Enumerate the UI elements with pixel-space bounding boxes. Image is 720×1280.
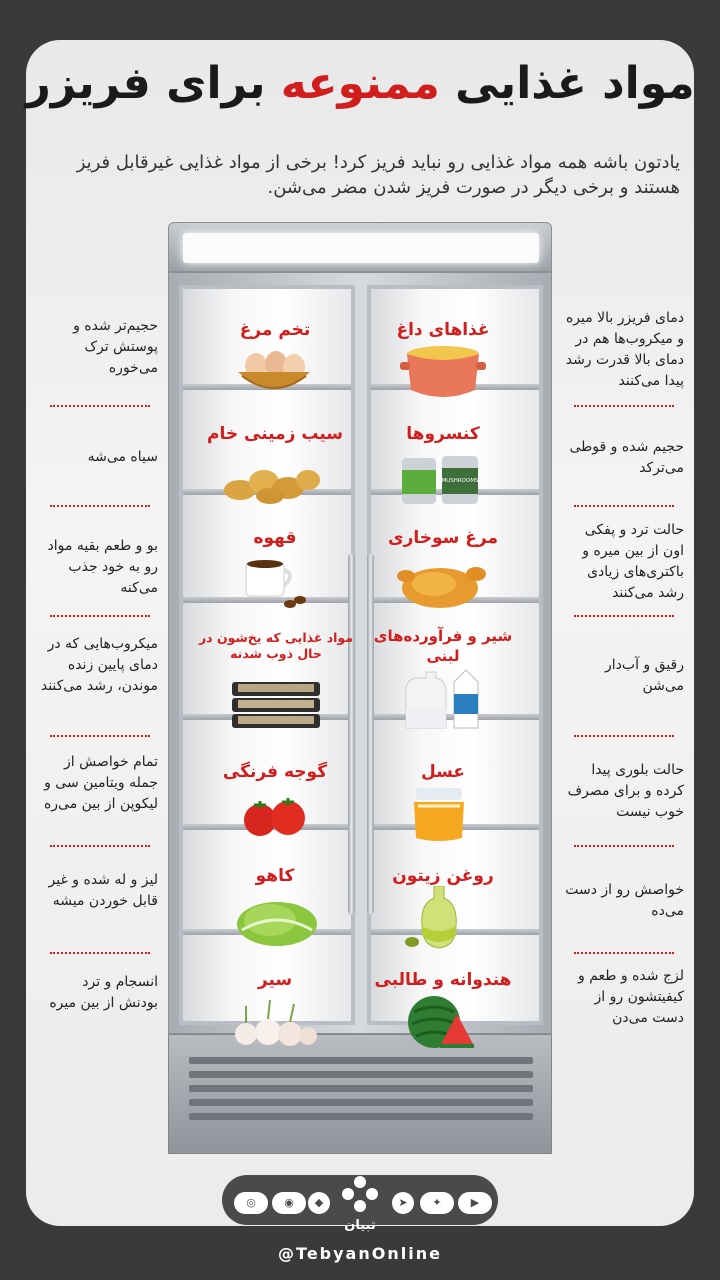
- potatoes-icon: [220, 452, 324, 506]
- can-label: MUSHROOMS: [441, 478, 479, 484]
- twitter-icon[interactable]: ✦: [420, 1192, 454, 1214]
- divider: [574, 505, 674, 507]
- item-label-cans: کنسروها: [406, 424, 480, 444]
- divider: [574, 615, 674, 617]
- divider: [574, 952, 674, 954]
- divider: [50, 845, 150, 847]
- item-label-dairy: شیر و فرآورده‌های لبنی: [373, 627, 513, 665]
- vent-grille: [189, 1071, 533, 1078]
- divider: [50, 615, 150, 617]
- item-label-thawing: مواد غذایی که یخ‌شون در حال ذوب شدنه: [198, 630, 354, 661]
- vent-grille: [189, 1085, 533, 1092]
- note-cans: حجیم شده و قوطی می‌ترکد: [569, 439, 684, 476]
- divider: [50, 952, 150, 954]
- title-highlight: ممنوعه: [280, 58, 440, 109]
- tomatoes-icon: [240, 790, 310, 840]
- item-label-garlic: سیر: [257, 970, 293, 990]
- coffee-icon: [238, 552, 308, 614]
- divider: [574, 735, 674, 737]
- vent-grille: [189, 1113, 533, 1120]
- item-label-melons: هندوانه و طالبی: [374, 970, 512, 990]
- eggs-icon: [232, 342, 316, 398]
- note-hot-food: دمای فریزر بالا میره و میکروب‌ها هم در دمای بالا قدرت رشد پیدا می‌کنند: [565, 310, 684, 389]
- note-coffee: بو و طعم بقیه مواد رو به خود جذب می‌کنه: [47, 538, 158, 596]
- note-potatoes: سیاه می‌شه: [87, 449, 158, 465]
- item-label-potatoes: سیب زمینی خام: [207, 424, 343, 444]
- item-label-fried-chicken: مرغ سوخاری: [387, 528, 498, 548]
- tebyan-logo: [336, 1172, 384, 1220]
- item-label-hot-food: غذاهای داغ: [396, 320, 490, 340]
- fridge-top: [168, 222, 552, 272]
- page-subtitle: یادتون باشه همه مواد غذایی رو نباید فریز کرد! برخی از مواد غذایی غیرقابل فریز هستند و برخی دیگر در صورت فریز شدن مضر می‌شن.: [76, 152, 680, 198]
- milk-icon: [402, 668, 482, 732]
- divider: [574, 845, 674, 847]
- aparat-icon[interactable]: ◉: [272, 1192, 306, 1214]
- fridge-base: [168, 1034, 552, 1154]
- note-dairy: رقیق و آب‌دار می‌شن: [605, 657, 684, 694]
- note-melons: لزج شده و طعم و کیفیتشون رو از دست می‌دن: [578, 968, 684, 1026]
- youtube-icon[interactable]: ▶: [458, 1192, 492, 1214]
- divider: [50, 735, 150, 737]
- note-lettuce: لیز و له شده و غیر قابل خوردن میشه: [48, 872, 158, 909]
- divider: [574, 405, 674, 407]
- brand-name: تبیان: [344, 1218, 376, 1233]
- note-fried-chicken: حالت ترد و پفکی اون از بین میره و باکتری‌های زیادی رشد می‌کنند: [582, 522, 684, 601]
- fried-chicken-icon: [394, 554, 490, 612]
- olive-oil-icon: [404, 886, 474, 950]
- note-honey: حالت بلوری پیدا کرده و برای مصرف خوب نیست: [567, 762, 684, 820]
- item-label-olive-oil: روغن زیتون: [392, 866, 494, 886]
- item-label-eggs: تخم مرغ: [239, 320, 311, 340]
- divider: [50, 505, 150, 507]
- note-eggs: حجیم‌تر شده و پوستش ترک می‌خوره: [73, 318, 158, 376]
- fridge-light: [183, 233, 539, 263]
- item-label-coffee: قهوه: [253, 528, 297, 548]
- note-garlic: انسجام و ترد بودنش از بین میره: [49, 974, 158, 1011]
- rubika-icon[interactable]: ◆: [308, 1192, 330, 1214]
- garlic-icon: [228, 996, 320, 1050]
- item-label-tomatoes: گوجه فرنگی: [222, 762, 328, 782]
- divider: [50, 405, 150, 407]
- item-label-honey: عسل: [420, 762, 466, 782]
- social-handle[interactable]: @TebyanOnline: [278, 1244, 442, 1263]
- item-label-lettuce: کاهو: [255, 866, 295, 886]
- lettuce-icon: [232, 890, 322, 950]
- page-title: مواد غذایی ممنوعه برای فریزر: [25, 58, 695, 109]
- hot-pot-icon: [400, 340, 486, 402]
- door-handle: [367, 554, 374, 914]
- telegram-icon[interactable]: ➤: [392, 1192, 414, 1214]
- vent-grille: [189, 1099, 533, 1106]
- vent-grille: [189, 1057, 533, 1064]
- note-tomatoes: تمام خواصش از جمله ویتامین سی و لیکوپن از بین می‌ره: [43, 754, 158, 812]
- cans-icon: [400, 450, 482, 508]
- note-thawing: میکروب‌هایی که در دمای پایین زنده موندن، رشد می‌کنند: [40, 636, 158, 694]
- door-handle: [348, 554, 355, 914]
- frozen-packs-icon: [226, 672, 326, 732]
- watermelon-icon: [404, 992, 476, 1052]
- note-olive-oil: خواصش رو از دست می‌ده: [565, 882, 684, 919]
- honey-icon: [408, 784, 470, 842]
- instagram-icon[interactable]: ◎: [234, 1192, 268, 1214]
